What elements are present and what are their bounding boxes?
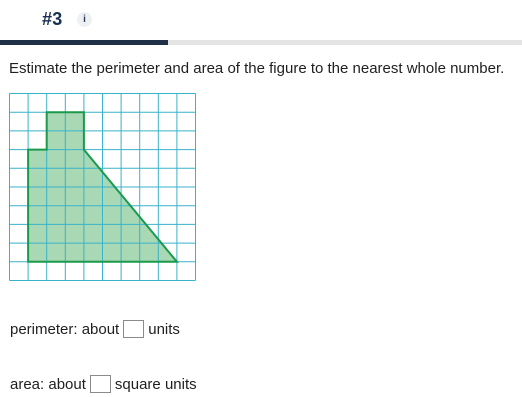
area-input[interactable] — [90, 375, 111, 393]
grid-figure — [8, 92, 198, 287]
area-label: area: about — [10, 375, 86, 393]
question-prompt: Estimate the perimeter and area of the figure to the nearest whole number. — [9, 60, 505, 77]
area-answer-row — [10, 375, 197, 393]
info-icon[interactable]: i — [77, 12, 92, 27]
problem-number: #3 — [42, 9, 63, 29]
perimeter-input[interactable] — [123, 320, 144, 338]
perimeter-units: units — [148, 320, 180, 338]
active-tab-indicator — [0, 40, 168, 45]
perimeter-label: perimeter: about — [10, 320, 120, 338]
area-units: square units — [114, 375, 197, 393]
perimeter-answer-row — [10, 320, 180, 338]
grid-figure-svg — [8, 92, 198, 282]
header-bar — [0, 0, 522, 44]
